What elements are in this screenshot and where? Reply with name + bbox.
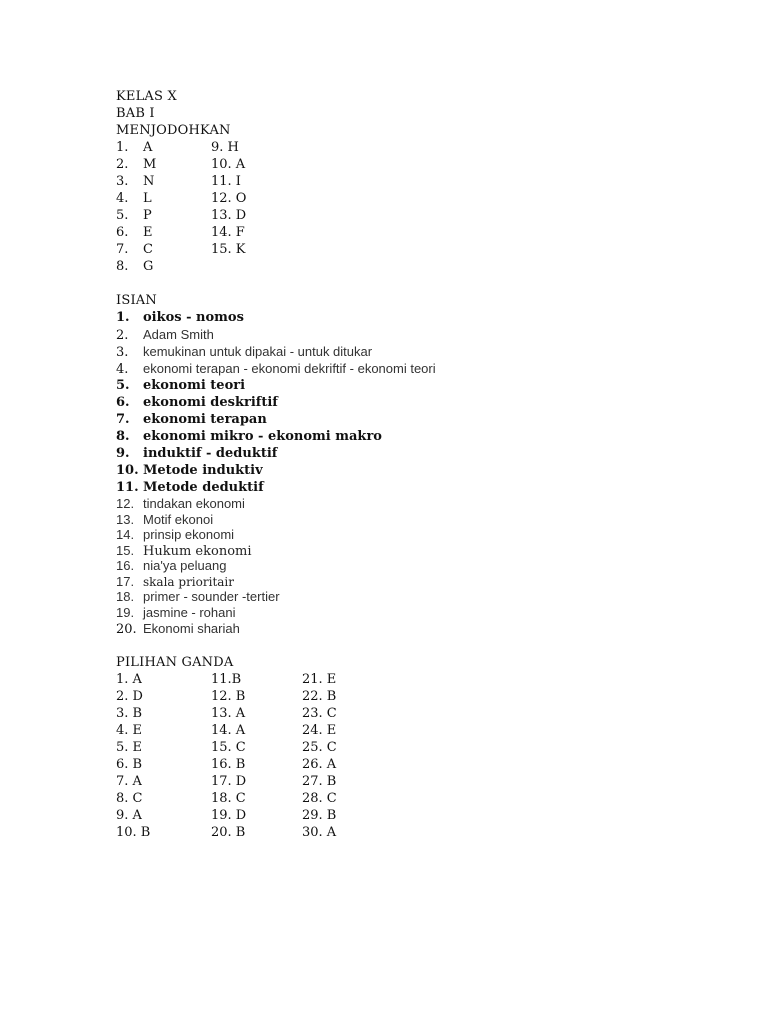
- fill-in-answer: Adam Smith: [143, 327, 214, 342]
- fill-in-row: [116, 605, 676, 621]
- matching-answer-right: 9. H: [211, 140, 239, 155]
- multiple-choice-row: [116, 807, 676, 824]
- fill-in-row: [116, 496, 676, 512]
- mc-answer: 21. E: [302, 672, 337, 687]
- mc-answer: 15. C: [211, 740, 246, 755]
- matching-row: [116, 241, 676, 258]
- multiple-choice-row: [116, 722, 676, 739]
- fill-in-row: [116, 428, 676, 445]
- fill-in-number: 18.: [116, 589, 135, 604]
- fill-in-number: 11.: [116, 480, 139, 495]
- fill-in-row: [116, 309, 676, 326]
- fill-in-number: 12.: [116, 496, 135, 511]
- fill-in-number: 14.: [116, 527, 135, 542]
- multiple-choice-row: [116, 688, 676, 705]
- mc-answer: 27. B: [302, 774, 337, 789]
- matching-row: [116, 258, 676, 275]
- mc-answer: 29. B: [302, 808, 337, 823]
- mc-answer: 30. A: [302, 825, 337, 840]
- matching-number: 3.: [116, 174, 129, 189]
- fill-in-answer: skala prioritair: [143, 574, 234, 589]
- fill-in-row: [116, 574, 676, 590]
- class-heading: KELAS X: [116, 89, 177, 104]
- mc-answer: 8. C: [116, 791, 143, 806]
- fill-in-answer: Metode induktiv: [143, 463, 263, 478]
- matching-answer-right: 11. I: [211, 174, 241, 189]
- matching-answer: A: [143, 140, 153, 155]
- mc-answer: 7. A: [116, 774, 142, 789]
- fill-in-answer: Ekonomi shariah: [143, 621, 240, 636]
- multiple-choice-row: [116, 824, 676, 841]
- fill-in-number: 9.: [116, 446, 130, 461]
- mc-answer: 16. B: [211, 757, 246, 772]
- fill-in-answer: ekonomi teori: [143, 378, 246, 393]
- fill-in-number: 8.: [116, 429, 130, 444]
- matching-answer-right: 14. F: [211, 225, 245, 240]
- fill-in-number: 7.: [116, 412, 130, 427]
- matching-number: 6.: [116, 225, 129, 240]
- fill-in-answer: primer - sounder -tertier: [143, 589, 280, 604]
- fill-in-row: [116, 589, 676, 605]
- fill-in-number: 5.: [116, 378, 130, 393]
- multiple-choice-section-title: PILIHAN GANDA: [116, 655, 234, 670]
- matching-number: 4.: [116, 191, 129, 206]
- mc-answer: 9. A: [116, 808, 142, 823]
- multiple-choice-row: [116, 705, 676, 722]
- matching-number: 7.: [116, 242, 129, 257]
- mc-answer: 19. D: [211, 808, 247, 823]
- matching-answer: M: [143, 157, 157, 172]
- fill-in-row: [116, 479, 676, 496]
- mc-answer: 12. B: [211, 689, 246, 704]
- fill-in-answers: [116, 309, 676, 637]
- matching-answer: P: [143, 208, 152, 223]
- mc-answer: 20. B: [211, 825, 246, 840]
- mc-answer: 26. A: [302, 757, 337, 772]
- fill-in-answer: ekonomi terapan: [143, 412, 267, 427]
- matching-answer: C: [143, 242, 153, 257]
- fill-in-answer: Metode deduktif: [143, 480, 264, 495]
- fill-in-row: [116, 394, 676, 411]
- matching-number: 8.: [116, 259, 129, 274]
- mc-answer: 13. A: [211, 706, 246, 721]
- multiple-choice-row: [116, 790, 676, 807]
- matching-answer-right: 15. K: [211, 242, 246, 257]
- fill-in-row: [116, 462, 676, 479]
- fill-in-answer: jasmine - rohani: [143, 604, 236, 620]
- matching-answer-right: 12. O: [211, 191, 247, 206]
- fill-in-number: 4.: [116, 362, 129, 377]
- fill-in-row: [116, 620, 676, 637]
- fill-in-answer: tindakan ekonomi: [143, 496, 245, 511]
- matching-row: [116, 207, 676, 224]
- fill-in-answer: ekonomi deskriftif: [143, 395, 278, 410]
- fill-in-number: 2.: [116, 328, 129, 343]
- fill-in-section-title: ISIAN: [116, 293, 157, 308]
- fill-in-number: 15.: [116, 542, 135, 558]
- fill-in-number: 17.: [116, 573, 135, 589]
- fill-in-answer: Motif ekonoi: [143, 511, 214, 527]
- fill-in-answer: prinsip ekonomi: [143, 527, 235, 542]
- multiple-choice-row: [116, 773, 676, 790]
- matching-row: [116, 139, 676, 156]
- fill-in-number: 6.: [116, 395, 130, 410]
- fill-in-row: [116, 527, 676, 543]
- fill-in-row: [116, 326, 676, 343]
- fill-in-answer: oikos - nomos: [143, 310, 244, 325]
- fill-in-answer: ekonomi terapan - ekonomi dekriftif - ekonomi teori: [143, 361, 436, 376]
- fill-in-number: 13.: [116, 511, 135, 527]
- matching-row: [116, 156, 676, 173]
- mc-answer: 6. B: [116, 757, 143, 772]
- fill-in-answer: ekonomi mikro - ekonomi makro: [143, 429, 382, 444]
- matching-row: [116, 190, 676, 207]
- fill-in-row: [116, 558, 676, 574]
- mc-answer: 28. C: [302, 791, 337, 806]
- mc-answer: 3. B: [116, 706, 143, 721]
- mc-answer: 17. D: [211, 774, 247, 789]
- fill-in-row: [116, 512, 676, 528]
- answer-key-document: [116, 88, 676, 841]
- matching-answer-right: 13. D: [211, 208, 247, 223]
- fill-in-row: [116, 445, 676, 462]
- mc-answer: 23. C: [302, 706, 337, 721]
- mc-answer: 14. A: [211, 723, 246, 738]
- fill-in-row: [116, 343, 676, 360]
- matching-row: [116, 173, 676, 190]
- fill-in-number: 1.: [116, 310, 130, 325]
- fill-in-number: 19.: [116, 604, 135, 620]
- matching-answer: G: [143, 259, 154, 274]
- mc-answer: 11.B: [211, 672, 242, 687]
- matching-number: 1.: [116, 140, 129, 155]
- fill-in-answer: kemukinan untuk dipakai - untuk ditukar: [143, 344, 373, 359]
- multiple-choice-row: [116, 671, 676, 688]
- fill-in-row: [116, 377, 676, 394]
- matching-answer: E: [143, 225, 153, 240]
- matching-answers: [116, 139, 676, 275]
- fill-in-row: [116, 360, 676, 377]
- fill-in-row: [116, 543, 676, 559]
- fill-in-answer: induktif - deduktif: [143, 446, 278, 461]
- multiple-choice-answers: [116, 671, 676, 841]
- multiple-choice-row: [116, 739, 676, 756]
- matching-row: [116, 224, 676, 241]
- mc-answer: 5. E: [116, 740, 143, 755]
- fill-in-number: 10.: [116, 463, 139, 478]
- mc-answer: 10. B: [116, 825, 151, 840]
- fill-in-answer: Hukum ekonomi: [143, 543, 252, 559]
- mc-answer: 25. C: [302, 740, 337, 755]
- matching-number: 5.: [116, 208, 129, 223]
- fill-in-row: [116, 411, 676, 428]
- multiple-choice-row: [116, 756, 676, 773]
- fill-in-number: 20.: [116, 622, 137, 637]
- fill-in-number: 16.: [116, 558, 135, 573]
- mc-answer: 24. E: [302, 723, 337, 738]
- chapter-heading: BAB I: [116, 106, 155, 121]
- mc-answer: 18. C: [211, 791, 246, 806]
- mc-answer: 1. A: [116, 672, 142, 687]
- fill-in-number: 3.: [116, 345, 129, 360]
- matching-number: 2.: [116, 157, 129, 172]
- mc-answer: 22. B: [302, 689, 337, 704]
- matching-answer-right: 10. A: [211, 157, 246, 172]
- matching-section-title: MENJODOHKAN: [116, 123, 231, 138]
- matching-answer: L: [143, 191, 152, 206]
- mc-answer: 2. D: [116, 689, 143, 704]
- mc-answer: 4. E: [116, 723, 143, 738]
- fill-in-answer: nia'ya peluang: [143, 558, 227, 573]
- matching-answer: N: [143, 174, 155, 189]
